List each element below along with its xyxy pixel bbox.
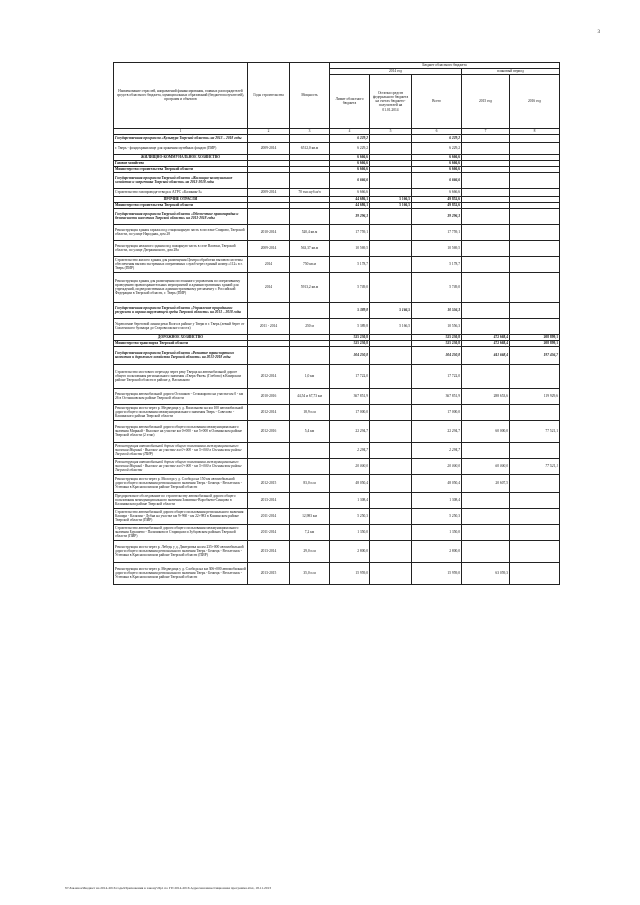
row-limit: 5 178,7: [330, 256, 370, 272]
row-remainder: [370, 388, 412, 404]
row-capacity: 5913,2 кв.м: [290, 272, 330, 302]
row-2015: [462, 272, 510, 302]
row-capacity: [290, 208, 330, 224]
row-limit: 504 250,8: [330, 346, 370, 364]
row-name: Реконструкция автомобильной дороги общего пользования межмуниципального значения Мирный - Высокое на участке км 0+000 - км 5+000 в Оленинском районе Тверской области (2 этап): [114, 420, 248, 442]
header-2015: 2015 год: [462, 74, 510, 128]
row-limit: 525 230,8: [330, 334, 370, 340]
row-limit: 10 569,5: [330, 240, 370, 256]
table-row: [114, 458, 560, 474]
row-name: Строительство автомобильной дороги общего пользования регионального значения Кашира - Калязин - Дубна на участке км 9+960 - км 22+983 в Кашинском районе Тверской области (ПИР): [114, 508, 248, 524]
table-row: [114, 508, 560, 524]
row-years: 2013-2014: [248, 492, 290, 508]
col-number: 1: [114, 128, 248, 134]
row-limit: 1 350,0: [330, 524, 370, 540]
row-2015: 20 607,5: [462, 474, 510, 492]
table-row: [114, 492, 560, 508]
row-total: 2 294,7: [412, 442, 462, 458]
row-name: ДОРОЖНОЕ ХОЗЯЙСТВО: [114, 334, 248, 340]
table-row: [114, 404, 560, 420]
row-name: Государственная программа «Культура Тверской области» на 2013 – 2018 годы: [114, 134, 248, 142]
row-limit: 5 250,3: [330, 508, 370, 524]
row-total: 367 851,9: [412, 388, 462, 404]
row-remainder: [370, 272, 412, 302]
row-capacity: 563,37 кв.м: [290, 240, 330, 256]
row-total: 6 229,2: [412, 142, 462, 154]
table-row: [114, 442, 560, 458]
row-capacity: [290, 134, 330, 142]
col-number: 6: [412, 128, 462, 134]
row-remainder: [370, 172, 412, 188]
row-years: 2009-2014: [248, 142, 290, 154]
row-years: [248, 172, 290, 188]
row-2016: [510, 364, 560, 388]
row-limit: 15 959,0: [330, 562, 370, 584]
row-years: 2010-2016: [248, 388, 290, 404]
header-total: Всего: [412, 74, 462, 128]
table-row: [114, 562, 560, 584]
header-limit: Лимит областного бюджета: [330, 74, 370, 128]
row-name: ЖИЛИЩНО-КОММУНАЛЬНОЕ ХОЗЯЙСТВО: [114, 154, 248, 160]
row-2016: [510, 256, 560, 272]
row-limit: 44 686,1: [330, 202, 370, 208]
row-2015: 63 059,3: [462, 562, 510, 584]
row-2015: [462, 364, 510, 388]
row-years: 2012-2015: [248, 474, 290, 492]
row-2016: [510, 318, 560, 334]
row-remainder: 5 166,5: [370, 302, 412, 318]
table-body: [114, 134, 560, 584]
row-limit: 17 759,1: [330, 224, 370, 240]
header-name: Наименование отраслей, направлений финансирования, главных распорядителей средств областного бюджета, муниципальных образований (бюджетополучателей), программ и объектов: [114, 63, 248, 129]
col-number: 8: [510, 128, 560, 134]
table-row: [114, 318, 560, 334]
row-total: 6 666,6: [412, 166, 462, 172]
table-row: [114, 346, 560, 364]
row-remainder: [370, 474, 412, 492]
row-limit: 48 050,4: [330, 474, 370, 492]
header-remainder: Остатки средств федерального бюджета на счетах бюджето-получателей на 01.01.2014: [370, 74, 412, 128]
table-row: [114, 134, 560, 142]
row-limit: 5 389,8: [330, 302, 370, 318]
row-capacity: 6512,0 кв.м: [290, 142, 330, 154]
row-years: 2013-2014: [248, 540, 290, 562]
row-remainder: [370, 508, 412, 524]
row-limit: 6 666,6: [330, 154, 370, 160]
row-limit: 17 722,0: [330, 364, 370, 388]
row-total: 1 308,4: [412, 492, 462, 508]
row-total: 5 749,0: [412, 272, 462, 302]
row-2016: 119 929,6: [510, 388, 560, 404]
row-remainder: [370, 142, 412, 154]
row-total: 504 250,8: [412, 346, 462, 364]
row-name: Строительство автомобильной дороги общего пользования межмуниципального значения Бурашево - Пальчиково в Старицком и Зубцовском районах Тверской области (ПИР): [114, 524, 248, 540]
row-limit: 6 666,6: [330, 166, 370, 172]
row-2016: 208 899,1: [510, 340, 560, 346]
row-total: 10 556,3: [412, 302, 462, 318]
row-total: 6 666,6: [412, 154, 462, 160]
row-capacity: [290, 172, 330, 188]
row-2016: [510, 142, 560, 154]
row-name: Государственная программа Тверской области «Управление природными ресурсами и охрана окружающей среды Тверской области» на 2013 – 2018 годы: [114, 302, 248, 318]
row-capacity: [290, 442, 330, 458]
row-total: 49 852,6: [412, 202, 462, 208]
row-capacity: 7,2 км: [290, 524, 330, 540]
row-limit: 6 666,6: [330, 160, 370, 166]
col-number: 3: [290, 128, 330, 134]
row-2015: [462, 540, 510, 562]
row-2015: [462, 318, 510, 334]
row-2016: [510, 404, 560, 420]
row-remainder: [370, 404, 412, 420]
row-2015: 472 668,4: [462, 340, 510, 346]
row-name: Реконструкция здания гаража под стационарную часть в поселке Спирово, Тверской области, по улице Народная, дом 28: [114, 224, 248, 240]
row-capacity: 35,0 п.м: [290, 562, 330, 584]
table-row: [114, 224, 560, 240]
row-name: Реконструкция автомобильной дороги Осташков - Селижарово на участке км 0 - км 26 в Осташковском районе Тверской области: [114, 388, 248, 404]
row-limit: 6 229,2: [330, 142, 370, 154]
row-remainder: [370, 540, 412, 562]
row-name: Реконструкция моста через р. Медведица у д. Васильково на км 100 автомобильной дороги общего пользования межмуниципального значения Тверь - Савелово - Кашинского района Тверской области: [114, 404, 248, 420]
row-years: 2011 - 2014: [248, 318, 290, 334]
row-limit: 2 294,7: [330, 442, 370, 458]
row-capacity: 5,4 км: [290, 420, 330, 442]
table-row: [114, 256, 560, 272]
row-2015: [462, 142, 510, 154]
row-name: Реконструкция здания для размещения постоянного управления по оперативному проведению правоохранительных мероприятий и административных зданий для учреждений, подведомственных административному регламенту с Российской Федерации в Тверской области, г. Тверь (ПИР): [114, 272, 248, 302]
header-years: Годы строительства: [248, 63, 290, 129]
row-total: 17 722,0: [412, 364, 462, 388]
row-capacity: [290, 458, 330, 474]
row-name: Министерство строительства Тверской области: [114, 166, 248, 172]
row-limit: 39 296,3: [330, 208, 370, 224]
row-total: 17 759,1: [412, 224, 462, 240]
row-name: Государственная программа Тверской области «Обеспечение правопорядка и безопасности населения Тверской области» на 2013-2018 годы: [114, 208, 248, 224]
row-2016: 77 521,1: [510, 420, 560, 442]
row-name: Реконструкция нежилого здания под пожарную часть в селе Васюки, Тверской области, по улице Дзержинского, дом 28а: [114, 240, 248, 256]
row-2015: [462, 302, 510, 318]
table-row: [114, 474, 560, 492]
row-capacity: [290, 346, 330, 364]
row-total: 1 350,0: [412, 524, 462, 540]
row-name: Реконструкция моста через р. Медведица у д. Слобода на км 306+000 автомобильной дороги общего пользования регионального значения Тверь - Бежецк - Весьегонск - Устюжна в Краснохолмском районе Тверской области: [114, 562, 248, 584]
row-2015: [462, 240, 510, 256]
row-2015: [462, 208, 510, 224]
row-name: Строительство газопровода-отвода к АГРС «Калинин-3»: [114, 188, 248, 196]
row-total: 2 800,0: [412, 540, 462, 562]
row-2016: [510, 134, 560, 142]
row-limit: 17 000,0: [330, 404, 370, 420]
row-limit: 6 229,2: [330, 134, 370, 142]
row-remainder: [370, 240, 412, 256]
table-row: [114, 388, 560, 404]
row-total: 22 294,7: [412, 420, 462, 442]
table-row: [114, 420, 560, 442]
row-2015: [462, 442, 510, 458]
row-total: 525 230,8: [412, 334, 462, 340]
header-planned-period: плановый период: [462, 68, 560, 74]
row-remainder: [370, 188, 412, 196]
row-2016: [510, 172, 560, 188]
row-total: 15 959,0: [412, 562, 462, 584]
row-remainder: [370, 208, 412, 224]
row-name: Реконструкция моста через р. Мологда у д. Слобода на 150 км автомобильной дороги общего пользования регионального значения Тверь - Бежецк - Весьегонск - Устюжна в Краснохолмском районе Тверской области: [114, 474, 248, 492]
table-row: [114, 172, 560, 188]
row-years: 2009-2014: [248, 240, 290, 256]
row-2015: 288 653,6: [462, 388, 510, 404]
row-years: [248, 458, 290, 474]
row-2015: [462, 134, 510, 142]
row-capacity: 29,0 п.м: [290, 540, 330, 562]
row-name: г. Тверь - фондохранилище для хранения музейных фондов (ПИР): [114, 142, 248, 154]
row-limit: 1 308,4: [330, 492, 370, 508]
row-2016: [510, 562, 560, 584]
row-name: Министерство строительства Тверской области: [114, 202, 248, 208]
row-years: 2012-2014: [248, 364, 290, 388]
row-2016: [510, 474, 560, 492]
row-years: 2011-2014: [248, 508, 290, 524]
row-years: 2012-2016: [248, 420, 290, 442]
row-capacity: [290, 302, 330, 318]
row-name: ПРОЧИЕ ОТРАСЛИ: [114, 196, 248, 202]
row-2016: 77 521,1: [510, 458, 560, 474]
row-capacity: 44,54 и 67,73 км: [290, 388, 330, 404]
row-capacity: 750 кв.м: [290, 256, 330, 272]
row-total: 10 556,3: [412, 318, 462, 334]
row-total: 6 229,2: [412, 134, 462, 142]
row-2016: [510, 540, 560, 562]
row-remainder: 5 166,5: [370, 202, 412, 208]
row-limit: 6 666,6: [330, 172, 370, 188]
table-row: [114, 208, 560, 224]
row-capacity: 70 тыс.куб.м/ч: [290, 188, 330, 196]
row-total: 48 050,4: [412, 474, 462, 492]
row-name: Газовое хозяйство: [114, 160, 248, 166]
row-name: Государственная программа Тверской области «Жилищно-коммунальное хозяйство и энергетика Тверской области» на 2013-2018 годы: [114, 172, 248, 188]
investment-program-table: [113, 62, 560, 585]
header-2016: 2016 год: [510, 74, 560, 128]
row-name: Строительство мостового перехода через реку Тверца на автомобильной дороге общего пользования регионального значения «Тверь-Ржев» (Глебово) в Кимрском районе Тверской области в районе д. Васильково: [114, 364, 248, 388]
row-capacity: 12,983 км: [290, 508, 330, 524]
row-name: Укрепление береговой линии реки Волга в районе у Твери в г. Тверь (левый берег от Смоленского бульвара до Староволжского моста): [114, 318, 248, 334]
row-years: [248, 302, 290, 318]
table-header: [114, 63, 560, 135]
row-2016: [510, 302, 560, 318]
row-remainder: [370, 524, 412, 540]
row-years: 2014: [248, 272, 290, 302]
row-years: 2014: [248, 256, 290, 272]
row-2016: [510, 508, 560, 524]
table-row: [114, 302, 560, 318]
row-total: 20 000,0: [412, 458, 462, 474]
row-name: Предпроектное обследование по строительству автомобильной дороги общего пользования межмуниципального значения Замятино-Воробьево-Синцово в Калининском районе Тверской области: [114, 492, 248, 508]
row-years: 2011-2014: [248, 524, 290, 540]
row-limit: 5 749,0: [330, 272, 370, 302]
table-row: [114, 272, 560, 302]
row-total: 17 000,0: [412, 404, 462, 420]
table-row: [114, 142, 560, 154]
row-limit: 5 389,8: [330, 318, 370, 334]
row-2015: [462, 224, 510, 240]
row-2016: 208 899,1: [510, 334, 560, 340]
table-row: [114, 364, 560, 388]
row-limit: 20 000,0: [330, 458, 370, 474]
row-2015: [462, 508, 510, 524]
header-year-2014: 2014 год: [330, 68, 462, 74]
row-2016: [510, 224, 560, 240]
row-2015: [462, 524, 510, 540]
row-2015: [462, 188, 510, 196]
row-limit: 2 800,0: [330, 540, 370, 562]
row-2015: 441 668,4: [462, 346, 510, 364]
row-remainder: 5 166,5: [370, 196, 412, 202]
file-path-footer: N:\Зак.иное\Бюджет на 2014-2016 годы\Приложения к закону\Пр1 по ГП 2014-2016 Адресная инвестиционная программа.xlsx, 18.11.2013: [65, 886, 271, 890]
row-2015: [462, 404, 510, 420]
row-years: [248, 346, 290, 364]
page-number: 3: [597, 30, 600, 35]
row-total: 6 666,6: [412, 172, 462, 188]
row-2016: [510, 240, 560, 256]
row-name: Реконструкция моста через р. Лебедь у д. Дмитровка на км 235+000 автомобильной дороги общего пользования регионального значения Тверь - Бежецк - Весьегонск - Устюжна в Краснохолмском районе Тверской области (ПИР): [114, 540, 248, 562]
row-2015: 60 000,0: [462, 420, 510, 442]
row-remainder: [370, 134, 412, 142]
row-capacity: 250 м: [290, 318, 330, 334]
row-remainder: [370, 492, 412, 508]
row-limit: 525 230,8: [330, 340, 370, 346]
row-name: Государственная программа Тверской области «Развитие транспортного комплекса и дорожного хозяйства Тверской области» на 2013-2018 годы: [114, 346, 248, 364]
col-number: 2: [248, 128, 290, 134]
header-capacity: Мощность: [290, 63, 330, 129]
row-2016: [510, 524, 560, 540]
table-row: [114, 540, 560, 562]
table-row: [114, 188, 560, 196]
row-total: 49 852,6: [412, 196, 462, 202]
row-years: 2013-2015: [248, 562, 290, 584]
row-total: 525 230,8: [412, 340, 462, 346]
row-2015: [462, 172, 510, 188]
col-number: 5: [370, 128, 412, 134]
row-limit: 367 851,9: [330, 388, 370, 404]
row-2016: [510, 208, 560, 224]
header-budget-group: Бюджет областного бюджета: [330, 63, 560, 69]
row-capacity: 83,0 п.м: [290, 474, 330, 492]
row-2015: [462, 492, 510, 508]
row-2016: 197 456,7: [510, 346, 560, 364]
row-remainder: 5 166,5: [370, 318, 412, 334]
row-limit: 44 686,1: [330, 196, 370, 202]
row-years: [248, 208, 290, 224]
row-remainder: [370, 562, 412, 584]
row-total: 6 666,6: [412, 188, 462, 196]
row-capacity: 18,9 п.м: [290, 404, 330, 420]
row-total: 10 569,5: [412, 240, 462, 256]
row-total: 39 296,3: [412, 208, 462, 224]
row-2015: 472 668,4: [462, 334, 510, 340]
row-total: 5 250,3: [412, 508, 462, 524]
row-years: 2009-2014: [248, 188, 290, 196]
row-name: Реконструкция автомобильной дороги общего пользования межмуниципального значения Мирный - Высокое на участке км 0+000 - км 5+000 в Оленинском районе Тверской области: [114, 458, 248, 474]
row-2016: [510, 188, 560, 196]
row-capacity: 520,4 кв.м: [290, 224, 330, 240]
row-years: [248, 442, 290, 458]
row-years: 2012-2014: [248, 404, 290, 420]
row-limit: 22 294,7: [330, 420, 370, 442]
row-2016: [510, 492, 560, 508]
row-remainder: [370, 346, 412, 364]
row-name: Министерство транспорта Тверской области: [114, 340, 248, 346]
row-remainder: [370, 442, 412, 458]
row-remainder: [370, 420, 412, 442]
row-years: [248, 134, 290, 142]
col-number: 4: [330, 128, 370, 134]
row-total: 6 666,6: [412, 160, 462, 166]
row-name: Реконструкция автомобильной дороги общего пользования межмуниципального значения Мирный - Высокое на участке км 0+000 - км 5+000 в Оленинском районе Тверской области (ПИР): [114, 442, 248, 458]
col-number: 7: [462, 128, 510, 134]
row-2015: [462, 256, 510, 272]
row-remainder: [370, 224, 412, 240]
row-2015: 60 000,0: [462, 458, 510, 474]
row-remainder: [370, 458, 412, 474]
table-row: [114, 524, 560, 540]
row-name: Строительство жилого здания для размещения Центра обработки вызовов системы обеспечения вызова экстренных оперативных служб через единый номер «112» в г. Тверь (ПИР): [114, 256, 248, 272]
table-row: [114, 240, 560, 256]
row-total: 5 178,7: [412, 256, 462, 272]
row-capacity: [290, 492, 330, 508]
row-remainder: [370, 364, 412, 388]
row-capacity: 1,0 км: [290, 364, 330, 388]
row-2016: [510, 272, 560, 302]
row-2016: [510, 442, 560, 458]
row-remainder: [370, 256, 412, 272]
row-limit: 6 666,6: [330, 188, 370, 196]
row-years: 2010-2014: [248, 224, 290, 240]
